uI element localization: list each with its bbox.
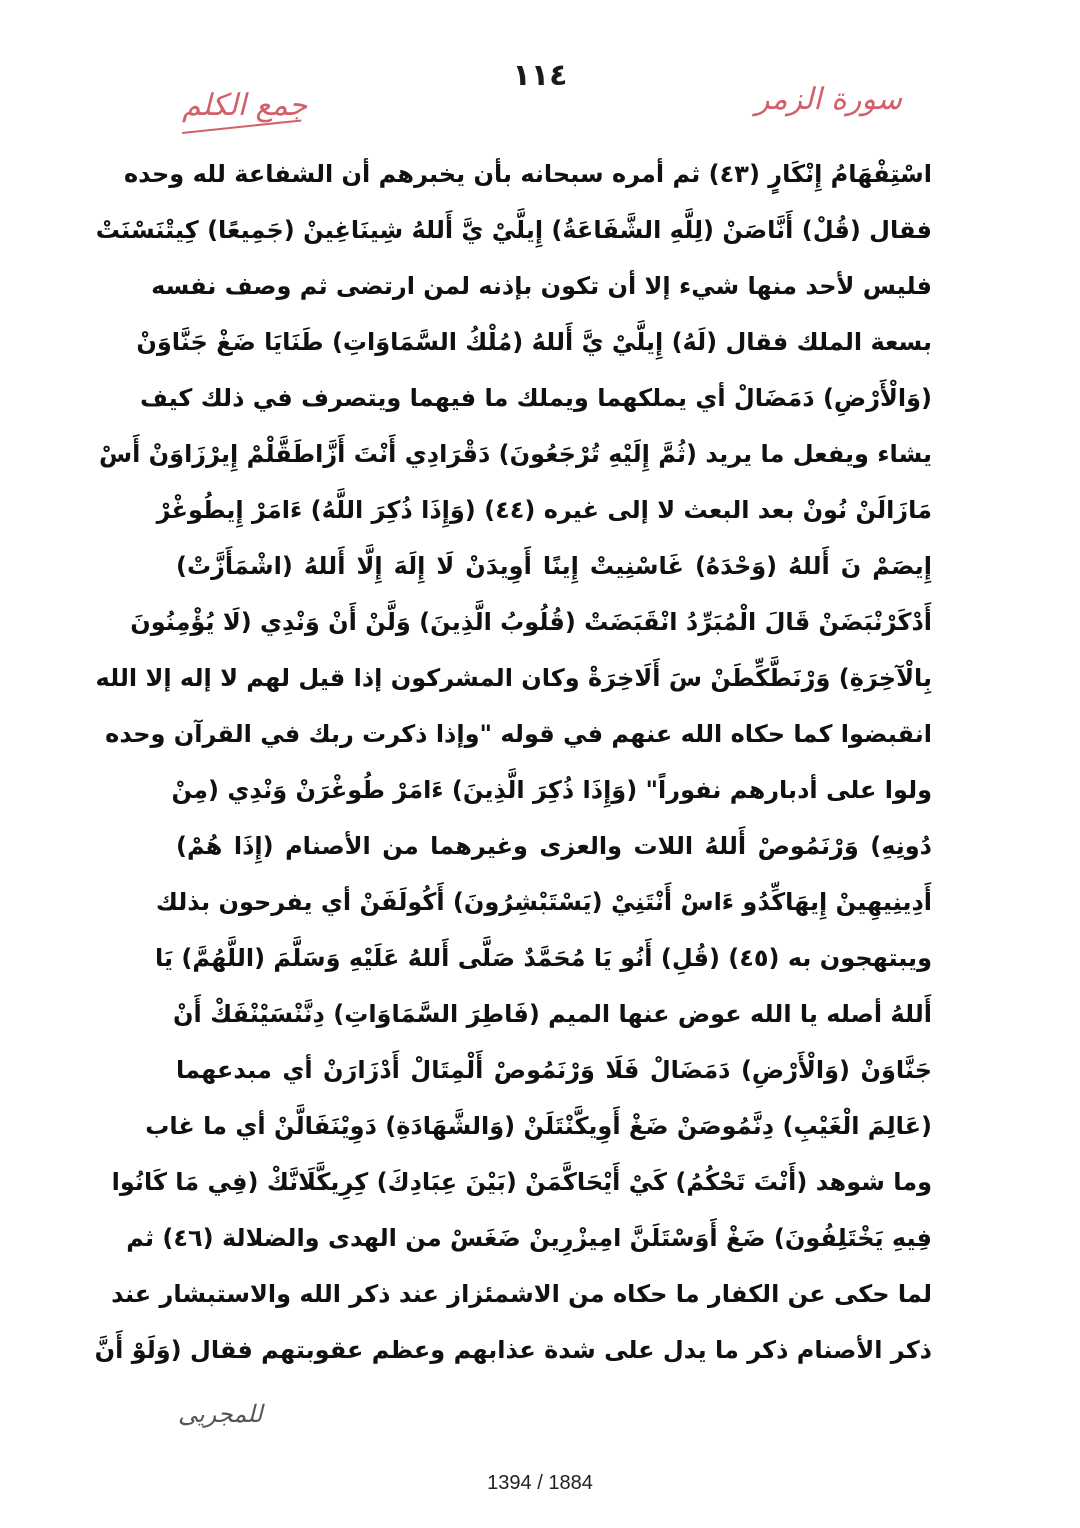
text-line: (وَالْأَرْضِ) دَمَضَالْ أي يملكهما ويملك ما فيهما ويتصرف في ذلك كيف [140,384,932,412]
part-title: جمع الكلم [182,88,308,123]
text-line: ويبتهجون به (٤٥) (قُلِ) أَنُو يَا مُحَمَّدٌ صَلَّى أَللهُ عَلَيْهِ وَسَلَّمَ (اللَّهُمَّ) يَا [155,944,932,972]
text-line: مَازَالَنْ نُونْ بعد البعث لا إلى غيره (٤٤) (وَإِذَا ذُكِرَ اللَّهُ) ءَامَرْ إِيطُوغْرْ [156,496,932,524]
text-line: جَنَّاوَنْ (وَالْأَرْضِ) دَمَضَالْ فَلَا وَرْنَمُوصْ أَلْمِتَالْ أَدْزَارَنْ أي مبدعهما [176,1056,932,1084]
text-line: ذكر الأصنام ذكر ما يدل على شدة عذابهم وعظم عقوبتهم فقال (وَلَوْ أَنَّ [94,1336,932,1364]
text-line: (عَالِمَ الْغَيْبِ) دِنَّمُوصَنْ ضَغْ أَوِيكَّنْتَلَنْ (وَالشَّهَادَةِ) دَوِيْنَفَالَّنْ أي ما غاب [145,1112,932,1140]
surah-title: سورة الزمر [754,82,902,117]
text-line: بسعة الملك فقال (لَهُ) إِيلَّيْ يَّ أَللهُ (مُلْكُ السَّمَاوَاتِ) طَنَايَا ضَغْ جَنَّاوَنْ [136,328,932,356]
text-line: أَدْكَرْنْبَضَنْ قَالَ الْمُبَرِّدُ انْقَبَضَتْ (قُلُوبُ الَّذِينَ) وَلَّنْ أَنْ وَنْدِي (لَا يُؤْمِنُونَ [130,608,932,636]
text-line: فليس لأحد منها شيء إلا أن تكون بإذنه لمن ارتضى ثم وصف نفسه [151,272,932,300]
text-line: بِالْآخِرَةِ) وَرْنَطَّكِّطَنْ سَ أَلَاخِرَةْ وكان المشركون إذا قيل لهم لا إله إلا الله [95,664,932,692]
text-line: ولوا على أدبارهم نفوراً" (وَإِذَا ذُكِرَ الَّذِينَ) ءَامَرْ طُوغْرَنْ وَنْدِي (مِنْ [171,776,932,804]
text-line: دُونِهِ) وَرْنَمُوصْ أَللهُ اللات والعزى وغيرهما من الأصنام (إِذَا هُمْ) [176,832,932,860]
text-body [94,146,932,1378]
text-line: فِيهِ يَخْتَلِفُونَ) ضَغْ أَوَسْتَلَنَّ امِيزْرِينْ ضَغَسْ من الهدى والضلالة (٤٦) ثم [126,1224,932,1252]
text-line: فقال (قُلْ) أَنَّاصَنْ (لِلَّهِ الشَّفَاعَةُ) إِيلَّيْ يَّ أَللهُ شِينَاغِينْ (جَمِيعًا) كِيتْنَسْنَتْ [95,216,932,244]
page-counter: 1394 / 1884 [487,1472,593,1494]
text-line: أَدِينِيهِينْ إِيهَاكِّدُو ءَاسْ أَنْتَنِيْ (يَسْتَبْشِرُونَ) أَكُولَفَنْ أي يفرحون بذلك [155,888,932,916]
text-line: اسْتِفْهَامُ إِنْكَارٍ (٤٣) ثم أمره سبحانه بأن يخبرهم أن الشفاعة لله وحده [123,160,932,188]
text-line: انقبضوا كما حكاه الله عنهم في قوله "وإذا ذكرت ربك في القرآن وحده [105,720,932,748]
page-number: ١١٤ [512,58,568,93]
text-line: أَللهُ أصله يا الله عوض عنها الميم (فَاطِرَ السَّمَاوَاتِ) دِنَّنْسَيْنْفَكْ أَنْ [173,1000,932,1028]
text-line: إِيصَمْ نَ أَللهُ (وَحْدَهُ) غَاسْنِيتْ إِينًا أَوِيدَنْ لَا إِلَهَ إِلَّا أَللهُ (اشْمَأَزَّتْ) [176,552,932,580]
handwritten-signature: للمجريى [178,1400,263,1428]
text-line: يشاء ويفعل ما يريد (ثُمَّ إِلَيْهِ تُرْجَعُونَ) دَقْرَادِي أَنْتَ أَزَّاطَقَّلْمْ إِيرْزَاوَنْ أَسْ [98,440,932,468]
text-line: وما شوهد (أَنْتَ تَحْكُمُ) كَيْ أَيْحَاكَّمَنْ (بَيْنَ عِبَادِكَ) كِرِيكَّلَانَّكْ (فِي مَا كَانُوا [111,1168,932,1196]
text-line: لما حكى عن الكفار ما حكاه من الاشمئزاز عند ذكر الله والاستبشار عند [111,1280,932,1308]
